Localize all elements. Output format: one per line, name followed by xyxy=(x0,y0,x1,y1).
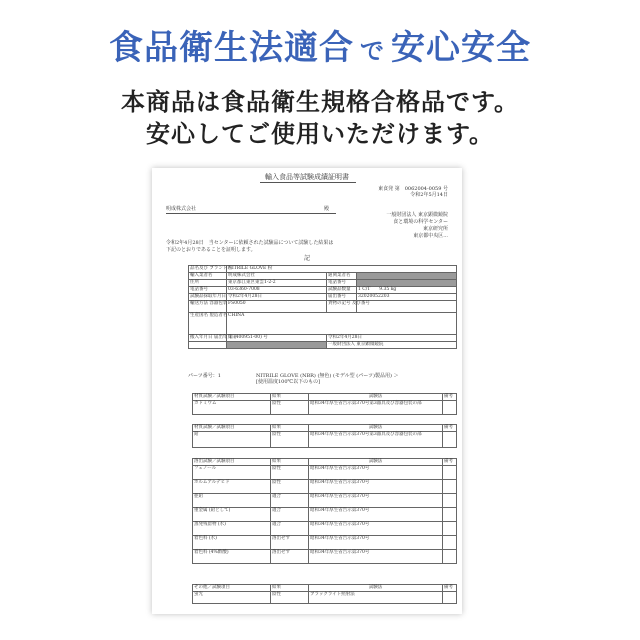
test-result: 適合 xyxy=(271,508,309,522)
test-item: カドミウム xyxy=(193,401,271,415)
info-value: 1 C/T 9.35 kg xyxy=(357,287,457,294)
test-method: 昭和34年厚生省告示第370号 xyxy=(309,508,443,522)
test-method: 昭和34年厚生省告示第370号 xyxy=(309,494,443,508)
test-item: 重金属 (鉛として) xyxy=(193,508,271,522)
column-header: 材質試験／試験項目 xyxy=(193,425,271,432)
headline xyxy=(0,26,640,73)
table-header-row xyxy=(193,459,457,466)
table-row xyxy=(189,287,457,294)
redacted-cell xyxy=(357,273,457,280)
remarks xyxy=(443,536,457,550)
column-header: 備考 xyxy=(443,459,457,466)
table-row xyxy=(189,301,457,313)
table-row xyxy=(193,592,457,604)
body-line-2: 下記のとおりであることを証明します。 xyxy=(166,247,256,253)
title-underline xyxy=(260,182,356,183)
test-item: 亜鉛 xyxy=(193,494,271,508)
table-row xyxy=(193,508,457,522)
info-label: 電話番号 xyxy=(189,287,227,294)
test-item: 着色料 (4%酢酸) xyxy=(193,550,271,564)
info-value: 令和2年4月28日 xyxy=(327,335,457,342)
table-row xyxy=(189,335,457,342)
body-line-1: 令和2年4月28日 当センターに依頼された試験品について試験した結果は xyxy=(166,240,334,246)
headline-particle: で xyxy=(360,37,385,65)
table-row xyxy=(189,266,457,273)
subheading-line1: 本商品は食品衛生規格合格品です。 xyxy=(120,88,520,116)
info-value xyxy=(357,301,457,313)
table-row xyxy=(193,494,457,508)
remarks xyxy=(443,508,457,522)
test-result: 溶出せず xyxy=(271,536,309,550)
section-table-material-2 xyxy=(192,424,457,448)
column-header: 備考 xyxy=(443,585,457,592)
info-value: NITRILE GLOVE 粉 xyxy=(227,266,457,273)
info-label: 輸送方法 容器包装 xyxy=(189,301,227,313)
info-label: 電話番号 xyxy=(327,280,357,287)
test-item: 蒸発残留物 (水) xyxy=(193,522,271,536)
info-label: 搬入年月日 届出年月日 xyxy=(190,335,237,340)
column-header: 備考 xyxy=(443,394,457,401)
column-header: 結果 xyxy=(271,394,309,401)
column-header: 溶出試験／試験項目 xyxy=(193,459,271,466)
test-method: ブラックライト照射法 xyxy=(309,592,443,604)
info-value: 明成株式会社 xyxy=(227,273,327,280)
test-result: 陰性 xyxy=(271,466,309,480)
test-result: 溶出せず xyxy=(271,550,309,564)
info-value: 第 (400951-00) 号 xyxy=(227,335,327,342)
info-label: 通関業者名 xyxy=(327,273,357,280)
addressee-name: 明成株式会社 xyxy=(166,206,197,212)
part-description: NITRILE GLOVE (NBR) (無色) (モデル型 (パーツ)製品用) ＞ xyxy=(256,373,399,379)
remarks xyxy=(443,432,457,448)
remarks xyxy=(443,401,457,415)
test-method: 昭和34年厚生省告示第370号 xyxy=(309,466,443,480)
info-value: CHINA xyxy=(227,313,457,335)
test-item: フェノール xyxy=(193,466,271,480)
table-row xyxy=(189,294,457,301)
table-row xyxy=(189,280,457,287)
table-row xyxy=(193,466,457,480)
section-table-other xyxy=(192,584,457,604)
column-header: 結果 xyxy=(271,459,309,466)
issuer-line-2: 食と環境の科学センター xyxy=(393,219,448,225)
table-header-row xyxy=(193,394,457,401)
info-label: 輸入業者名 xyxy=(189,273,227,280)
certificate-date: 令和2年5月14日 xyxy=(410,192,448,198)
table-row xyxy=(189,313,457,335)
test-result: 適合 xyxy=(271,522,309,536)
remarks xyxy=(443,494,457,508)
headline-part2: 安心安全 xyxy=(391,28,531,68)
remarks xyxy=(443,522,457,536)
section-table-elution xyxy=(192,458,457,564)
table-row xyxy=(189,273,457,280)
table-row xyxy=(189,342,457,349)
headline-part1: 食品衛生法適合 xyxy=(109,28,354,68)
remarks xyxy=(443,592,457,604)
table-row xyxy=(193,480,457,494)
info-label: 住所 xyxy=(189,280,227,287)
remarks xyxy=(443,480,457,494)
part-description-2: [使用温度100℃以下のもの] xyxy=(256,379,321,385)
addressee-honorific: 殿 xyxy=(324,206,330,212)
column-header: 結果 xyxy=(271,425,309,432)
column-header: 試験法 xyxy=(309,585,443,592)
subheading-line2: 安心してご使用いただけます。 xyxy=(145,120,495,148)
redacted-cell xyxy=(357,280,457,287)
test-method: 昭和34年厚生省告示第370号 xyxy=(309,536,443,550)
certificate-body xyxy=(166,240,333,254)
info-label xyxy=(189,342,227,349)
column-header: 試験法 xyxy=(309,394,443,401)
redacted-cell xyxy=(227,342,327,349)
info-label: 貨物の記号 及び番号 xyxy=(327,301,357,313)
table-row xyxy=(193,432,457,448)
test-result: 陰性 xyxy=(271,480,309,494)
info-value: 一般財団法人 東京顕微鏡院 xyxy=(327,342,457,349)
column-header: 備考 xyxy=(443,425,457,432)
test-item: 蛍光 xyxy=(193,592,271,604)
info-label: 届出番号 xyxy=(327,294,357,301)
test-item: 着色料 (水) xyxy=(193,536,271,550)
part-number: パーツ番号：1 xyxy=(188,373,221,379)
test-method: 昭和34年厚生省告示第370号 xyxy=(309,480,443,494)
issuer-line-1: 一般財団法人 東京顕微鏡院 xyxy=(386,212,448,218)
certificate-document xyxy=(152,168,462,614)
test-result: 陰性 xyxy=(271,432,309,448)
document-title: 輸入食品等試験成績証明書 xyxy=(265,173,349,181)
remarks xyxy=(443,466,457,480)
table-row xyxy=(193,522,457,536)
info-label: 試験品採取年月日 xyxy=(190,294,226,299)
column-header: 試験法 xyxy=(309,459,443,466)
addressee-underline xyxy=(166,213,336,214)
ki-mark: 記 xyxy=(303,255,310,262)
table-row xyxy=(193,536,457,550)
info-label: 生産国名 製造者名 xyxy=(189,313,227,335)
test-method: 昭和34年厚生省告示第370号第3器具及び容器包装の部 xyxy=(309,432,443,448)
test-result: 陰性 xyxy=(271,401,309,415)
info-table xyxy=(188,265,457,349)
column-header: 試験法 xyxy=(309,425,443,432)
remarks xyxy=(443,550,457,564)
addressee xyxy=(166,206,330,212)
info-value: 令和2年4月28日 xyxy=(227,294,327,301)
info-label: 試験品数量 xyxy=(327,287,357,294)
issuer-line-3: 東京研究所 xyxy=(422,226,448,232)
test-result: 陰性 xyxy=(271,592,309,604)
test-method: 昭和34年厚生省告示第370号第3器具及び容器包装の部 xyxy=(309,401,443,415)
info-value: 03-6360-7008 xyxy=(227,287,327,294)
table-header-row xyxy=(193,585,457,592)
table-row xyxy=(193,550,457,564)
test-item: 鉛 xyxy=(193,432,271,448)
test-item: ホルムアルデヒド xyxy=(193,480,271,494)
test-result: 適合 xyxy=(271,494,309,508)
table-header-row xyxy=(193,425,457,432)
certificate-number: 東食発 第 0062004-0059 号 xyxy=(378,186,448,192)
issuer-line-4: 東京都中央区... xyxy=(413,233,448,239)
column-header: 材質試験／試験項目 xyxy=(193,394,271,401)
test-method: 昭和34年厚生省告示第370号 xyxy=(309,550,443,564)
table-row xyxy=(193,401,457,415)
section-table-material-1 xyxy=(192,393,457,415)
column-header: その他／試験項目 xyxy=(193,585,271,592)
info-value: 32020052203 xyxy=(357,294,457,301)
test-method: 昭和34年厚生省告示第370号 xyxy=(309,522,443,536)
info-label: 品名及び ブランド名 xyxy=(190,266,232,271)
info-value: FS0050 xyxy=(227,301,327,313)
column-header: 結果 xyxy=(271,585,309,592)
info-value: 東京都江東区東雲1-2-2 xyxy=(227,280,327,287)
